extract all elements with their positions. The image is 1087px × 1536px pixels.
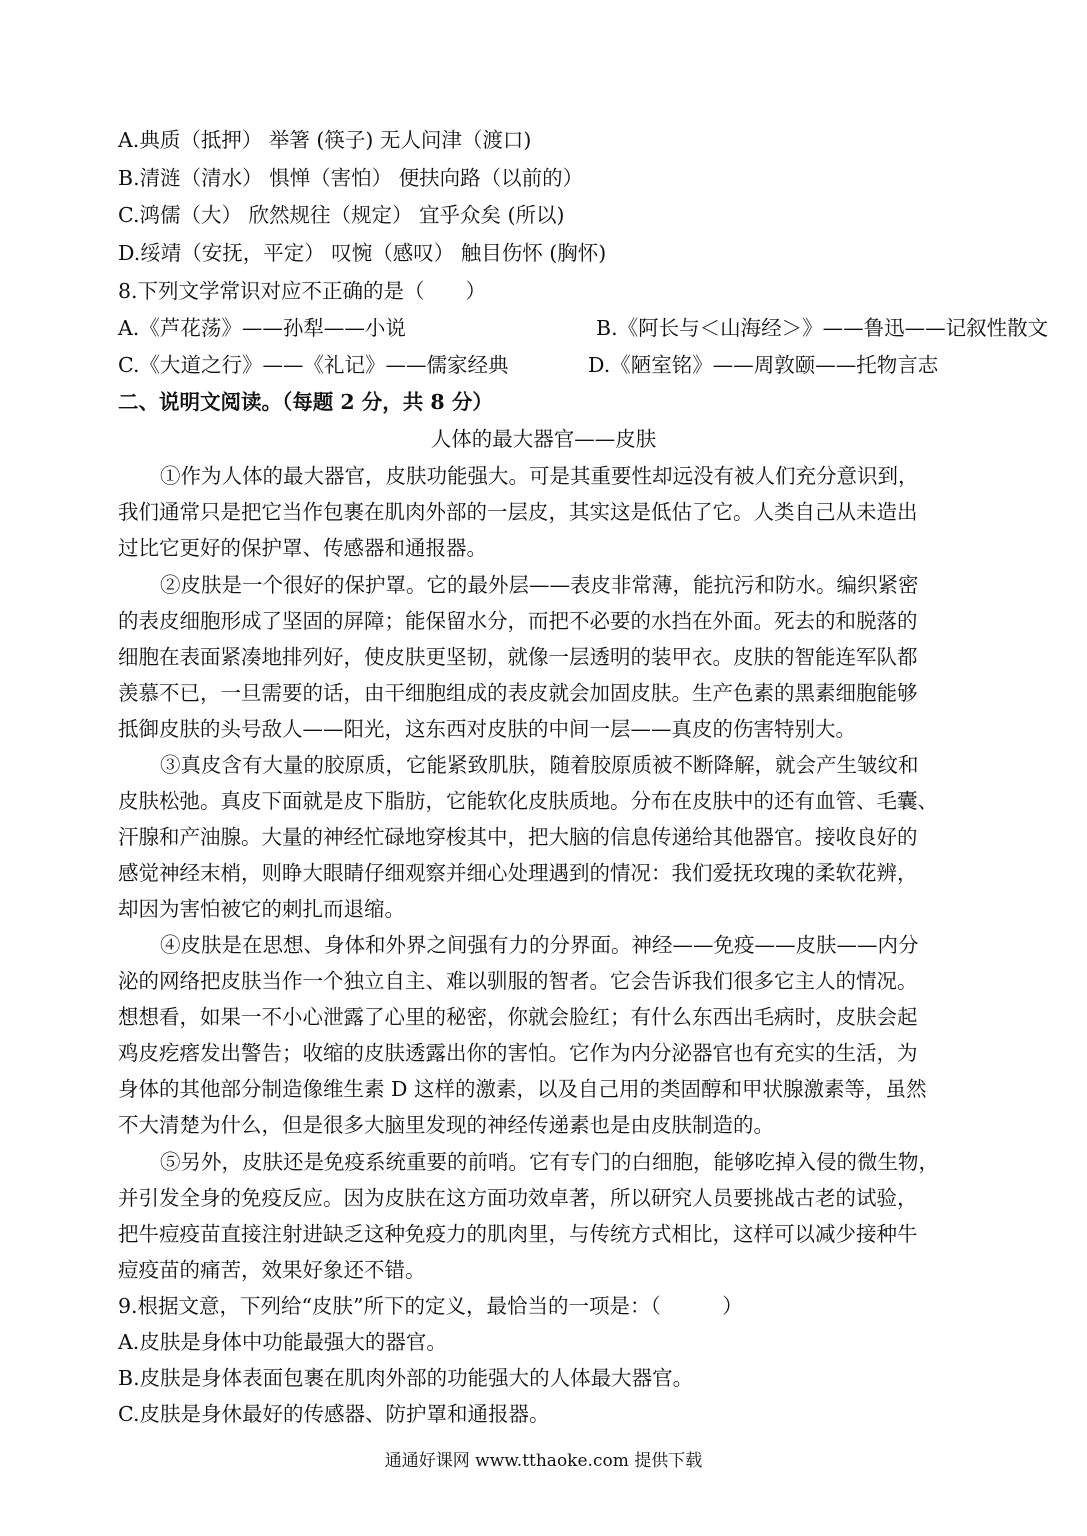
article-line: ②皮肤是一个很好的保护罩。它的最外层——表皮非常薄，能抗污和防水。编织紧密 [160, 573, 919, 597]
article-line: 的表皮细胞形成了坚固的屏障；能保留水分，而把不必要的水挡在外面。死去的和脱落的 [118, 609, 918, 633]
q8-option-d: D.《陋室铭》——周敦颐——托物言志 [588, 353, 939, 377]
article-line: 身体的其他部分制造像维生素 D 这样的激素，以及自己用的类固醇和甲状腺激素等，虽然 [118, 1077, 927, 1101]
article-line: 痘疫苗的痛苦，效果好象还不错。 [118, 1258, 426, 1282]
q8-row-2 [118, 350, 978, 380]
q7-option-a: A.典质（抵押） 举箸 (筷子) 无人问津（渡口) [118, 128, 532, 152]
q7-option-c: C.鸿儒（大） 欣然规往（规定） 宜乎众矣 (所以) [118, 203, 565, 227]
article-line: 抵御皮肤的头号敌人——阳光，这东西对皮肤的中间一层——真皮的伤害特别大。 [118, 717, 856, 741]
page-footer: 通通好课网 www.tthaoke.com 提供下载 [384, 1451, 703, 1471]
article-line: 我们通常只是把它当作包裹在肌肉外部的一层皮，其实这是低估了它。人类自己从未造出 [118, 500, 918, 524]
article-line: 鸡皮疙瘩发出警告；收缩的皮肤透露出你的害怕。它作为内分泌器官也有充实的生活，为 [118, 1041, 918, 1065]
article-line: 皮肤松弛。真皮下面就是皮下脂肪，它能软化皮肤质地。分布在皮肤中的还有血管、毛囊、 [118, 789, 938, 813]
q9-option-a: A.皮肤是身体中功能最强大的器官。 [118, 1330, 447, 1354]
article-line: 感觉神经末梢，则睁大眼睛仔细观察并细心处理遇到的情况：我们爱抚玫瑰的柔软花辨， [118, 861, 918, 885]
article-line: 想想看，如果一不小心泄露了心里的秘密，你就会脸红；有什么东西出毛病时，皮肤会起 [118, 1005, 918, 1029]
q8-option-c: C.《大道之行》——《礼记》——儒家经典 [118, 353, 509, 377]
article-line: 把牛痘疫苗直接注射进缺乏这种免疫力的肌肉里，与传统方式相比，这样可以减少接种牛 [118, 1222, 918, 1246]
q8-option-a: A.《芦花荡》——孙犁——小说 [118, 316, 406, 340]
article-line: 却因为害怕被它的刺扎而退缩。 [118, 897, 405, 921]
q9-option-b: B.皮肤是身体表面包裹在肌肉外部的功能强大的人体最大器官。 [118, 1366, 694, 1390]
article-title: 人体的最大器官——皮肤 [430, 427, 657, 451]
article-line: 汗腺和产油腺。大量的神经忙碌地穿梭其中，把大脑的信息传递给其他器官。接收良好的 [118, 825, 918, 849]
q9-option-c: C.皮肤是身休最好的传感器、防护罩和通报器。 [118, 1402, 550, 1426]
q7-option-b: B.清涟（清水） 惧惮（害怕） 便扶向路（以前的） [118, 166, 584, 190]
q7-option-d: D.绥靖（安抚，平定） 叹惋（感叹） 触目伤怀 (胸怀) [118, 241, 607, 265]
q8-stem: 8.下列文学常识对应不正确的是（ ） [118, 279, 487, 303]
article-line: ④皮肤是在思想、身体和外界之间强有力的分界面。神经——免疫——皮肤——内分 [160, 933, 919, 957]
q8-row-1 [118, 313, 1049, 343]
article-line: ①作为人体的最大器官，皮肤功能强大。可是其重要性却远没有被人们充分意识到， [160, 464, 919, 488]
article-line: 细胞在表面紧凑地排列好，使皮肤更坚韧，就像一层透明的装甲衣。皮肤的智能连军队都 [118, 645, 918, 669]
article-line: 过比它更好的保护罩、传感器和通报器。 [118, 536, 487, 560]
article-line: 泌的网络把皮肤当作一个独立自主、难以驯服的智者。它会告诉我们很多它主人的情况。 [118, 969, 918, 993]
article-line: 羡慕不已，一旦需要的话，由干细胞组成的表皮就会加固皮肤。生产色素的黑素细胞能够 [118, 681, 918, 705]
article-line: 不大清楚为什么，但是很多大脑里发现的神经传递素也是由皮肤制造的。 [118, 1113, 774, 1137]
section-heading: 二、说明文阅读。（每题 2 分，共 8 分） [118, 390, 493, 414]
article-line: ⑤另外，皮肤还是免疫系统重要的前哨。它有专门的白细胞，能够吃掉入侵的微生物， [160, 1150, 939, 1174]
article-line: 并引发全身的免疫反应。因为皮肤在这方面功效卓著，所以研究人员要挑战古老的试验， [118, 1186, 918, 1210]
q8-option-b: B.《阿长与＜山海经＞》——鲁迅——记叙性散文 [596, 316, 1049, 340]
q9-stem: 9.根据文意，下列给“皮肤”所下的定义，最恰当的一项是：（ ） [118, 1294, 743, 1318]
article-line: ③真皮含有大量的胶原质，它能紧致肌肤，随着胶原质被不断降解，就会产生皱纹和 [160, 753, 919, 777]
